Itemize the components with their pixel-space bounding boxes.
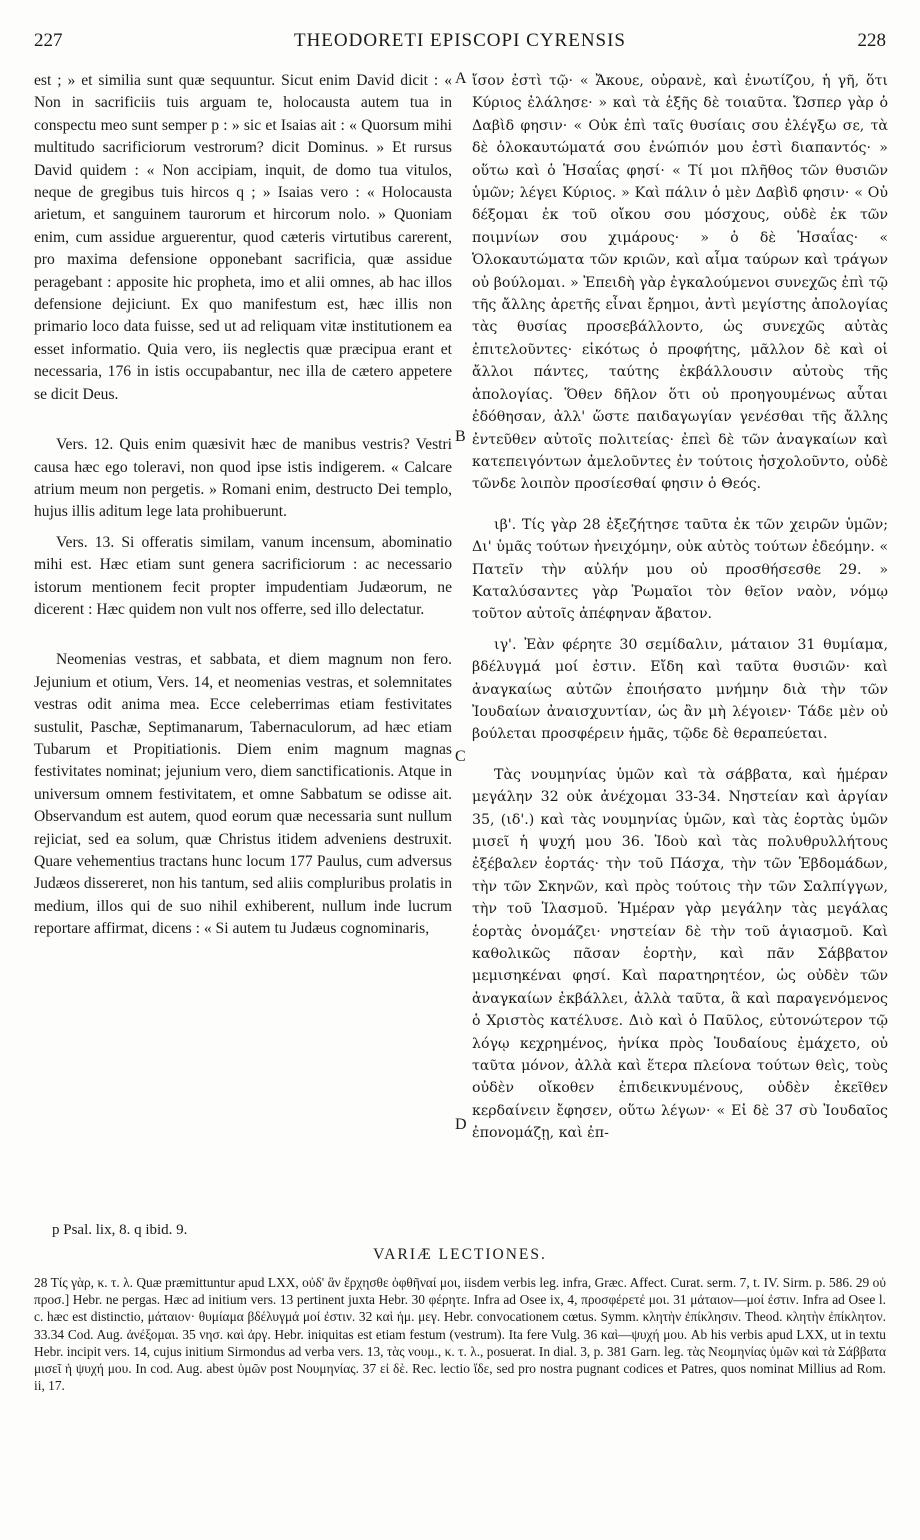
margin-letter-d: D (455, 1116, 467, 1133)
page-header (34, 22, 886, 52)
margin-letter-c: C (455, 748, 466, 765)
latin-paragraph: Neomenias vestras, et sabbata, et diem magnum non fero. Jejunium et otium, Vers. 14, et neomenias vestras, et solemnitates vestras odit anima mea. Ecce celeberrimas etiam festivitates sustulit, Paschæ, Septimanarum, Tabernaculorum, ad hæc etiam Tubarum et Propitiationis. Diem enim magnum magnas festivitates nominat; jejunium vero, diem sanctificationis. Atque in universum omnem festivitatem, et omne Sabbatum se odisse ait. Observandum est autem, quod eorum quæ necessaria sunt nullum rejiciat, sed ea solum, quæ Christus itidem adveniens destruxit. Quare vehementius tractans hunc locum 177 Paulus, cum adversus Judæos dissereret, non his tantum, sed aliis compluribus prolatis in medium, illos qui de suo nihil exhiberent, nullum inde lucrum reportare affirmat, dicens : « Si autem tu Judæus cognominaris, (34, 651, 452, 938)
greek-paragraph: ιβ'. Τίς γὰρ 28 ἐξεζήτησε ταῦτα ἐκ τῶν χειρῶν ὑμῶν; Δι' ὑμᾶς τούτων ἠνειχόμην, οὐκ αὐτὸς τούτων ἐδεόμην. « Πατεῖν τὴν αὐλήν μου οὐ προσθήσεσθε 29. » Καταλύσαντες γὰρ Ῥωμαῖοι τὸν θεῖον ναὸν, νόμῳ τοῦτον αὐτοῖς ἀπέφηναν ἄβατον. (472, 516, 888, 623)
margin-letter-b: B (455, 428, 466, 445)
greek-paragraph: ἴσον ἐστὶ τῷ· « Ἄκουε, οὐρανὲ, καὶ ἐνωτίζου, ἡ γῆ, ὅτι Κύριος ἐλάλησε· » καὶ τὰ ἑξῆς δὲ τοιαῦτα. Ὥσπερ γὰρ ὁ Δαβὶδ φησιν· « Οὐκ ἐπὶ ταῖς θυσίαις σου ἐλέγξω σε, τὰ δὲ ὁλοκαυτώματά σου ἐνώπιόν μου ἐστὶ διαπαντός· » οὕτω καὶ ὁ Ἡσαΐας φησί· « Τί μοι πλῆθος τῶν θυσιῶν ὑμῶν; λέγει Κύριος. » Καὶ πάλιν ὁ μὲν Δαβὶδ φησιν· « Οὐ δέξομαι ἐκ τοῦ οἴκου σου μόσχους, οὐδὲ ἐκ τῶν ποιμνίων σου χιμάρους· » ὁ δὲ Ἡσαΐας· « Ὁλοκαυτώματα τῶν κριῶν, καὶ αἷμα ταύρων καὶ τράγων οὐ βούλομαι. » Ἐπειδὴ γὰρ ἐγκαλούμενοι συνεχῶς ἐπὶ τῷ τῆς ἄλλης ἀρετῆς εἶναι ἔρημοι, ἀντὶ μεγίστης ἀπολογίας τὰς θυσίας προσεβάλλοντο, ὡς συνεχῶς αὐτὰς ἐπιτελοῦντες· εἰκότως ὁ προφήτης, μᾶλλον δὲ καὶ οἱ ἄλλοι πάντες, ταύτης ἐκβάλλουσιν αὐτοὺς τῆς ἀπολογίας. Ὅθεν δῆλον ὅτι οὐ προηγουμένως αὗται ἐδόθησαν, ἀλλ' ὥστε παιδαγωγίαν γενέσθαι τῆς ἄλλης ἐντεῦθεν αὐτοῖς πολιτείας· ἐπεὶ δὲ τῶν ἀναγκαίων καὶ κατεπειγόντων ἀμελοῦντες ἐν τούτοις ἠσχολοῦντο, οὐδὲ τῶνδε λοιπὸν προσίεσθαί φησιν ὁ Θεός. (472, 73, 888, 493)
variae-lectiones-title: VARIÆ LECTIONES. (373, 1246, 547, 1263)
footnote: p Psal. lix, 8. q ibid. 9. (52, 1222, 188, 1238)
greek-paragraph: ιγ'. Ἐὰν φέρητε 30 σεμίδαλιν, μάταιον 31 θυμίαμα, βδέλυγμά μοί ἐστιν. Εἴδη καὶ ταῦτα θυσιῶν· καὶ ἀναγκαίως αὐτῶν ἐποιήσατο μνήμην διὰ τὴν τῶν Ἰουδαίων ἀναισχυντίαν, ὡς ἂν μὴ λέγοιεν· Τάδε μὲν οὐ βούλεται προσφέρειν ἡμᾶς, τῷδε δὲ θεραπεύεται. (472, 636, 888, 743)
running-title: THEODORETI EPISCOPI CYRENSIS (293, 30, 627, 51)
variae-lectiones-text: 28 Τίς γὰρ, κ. τ. λ. Quæ præmittuntur apud LXX, οὐδ' ἂν ἔρχησθε ὀφθῆναί μοι, iisdem verbis leg. infra, Græc. Affect. Curat. serm. 7, t. IV. Sirm. p. 586. 29 οὐ προσ.] Hebr. ne pergas. Hæc ad initium vers. 13 pertinent juxta Hebr. 30 φέρητε. Infra ad Osee ix, 4, προσφέρετέ μοι. 31 μάταιον—μοί ἐστιν. Infra ad Osee l. c. hæc est distinctio, μάταιον· θυμίαμα βδέλυγμά μοί ἐστιν. 32 καὶ ἡμ. μεγ. Hebr. convocationem cœtus. Symm. κλητὴν ἐπίκλησιν. Theod. κλητὴν ἐπίκλητον. 33.34 Cod. Aug. ἀνέξομαι. 35 νησ. καὶ ἀργ. Hebr. iniquitas est etiam festum (vestrum). Ita fere Vulg. 36 καὶ—ψυχή μου. Ab his verbis apud LXX, ut in textu Hebr. incipit vers. 14, cujus initium Sirmondus ad verba vers. 13, τὰς νουμ., κ. τ. λ., posuerat. In dial. 3, p. 381 Garn. leg. τὰς Νεομηνίας ὑμῶν καὶ τὰ Σάββατα μισεῖ ἡ ψυχή μου. In cod. Aug. abest ὑμῶν post Νουμηνίας. 37 εἰ δὲ. Rec. lectio ἴδε, sed pro nostra pugnant codices et Patres, quos nominat Millius ad Rom. ii, 17. (34, 1275, 886, 1394)
greek-paragraph: Τὰς νουμηνίας ὑμῶν καὶ τὰ σάββατα, καὶ ἡμέραν μεγάλην 32 οὐκ ἀνέχομαι 33-34. Νηστείαν καὶ ἀργίαν 35, (ιδ'.) καὶ τὰς νουμηνίας ὑμῶν, καὶ τὰς ἑορτὰς ὑμῶν μισεῖ ἡ ψυχή μου 36. Ἰδοὺ καὶ τὰς πολυθρυλλήτους ἐξέβαλεν ἑορτάς· τὴν τοῦ Πάσχα, τὴν τῶν Ἑβδομάδων, τὴν τῶν Σκηνῶν, καὶ πρὸς τούτοις τὴν τῶν Σαλπίγγων, τὴν τοῦ Ἱλασμοῦ. Ἡμέραν γὰρ μεγάλην τὰς μεγάλας ἑορτὰς ὀνομάζει· νηστείαν δὲ τὴν τοῦ ἁγιασμοῦ. Καὶ καθολικῶς πᾶσαν ἑορτὴν, καὶ πᾶν Σάββατον μεμισηκέναι φησί. Καὶ παρατηρητέον, ὡς οὐδὲν τῶν ἀναγκαίων ἐκβάλλει, ἀλλὰ ταῦτα, ἃ καὶ παραγενόμενος ὁ Χριστὸς κατέλυσε. Διὸ καὶ ὁ Παῦλος, εὐτονώτερον τῷ λόγῳ κεχρημένος, ἡνίκα πρὸς Ἰουδαίους ἐμάχετο, οὐ ταῦτα μόνον, ἀλλὰ καὶ ἕτερα πλείονα τούτων θεὶς, τοὺς οὐδὲν οἴκοθεν ἐπιδεικνυμένους, οὐδὲν ἐκεῖθεν κερδαίνειν ἔφησεν, οὕτω λέγων· « Εἰ δὲ 37 σὺ Ἰουδαῖος ἐπονομάζῃ, καὶ ἐπ- (472, 766, 888, 1142)
latin-paragraph: est ; » et similia sunt quæ sequuntur. Sicut enim David dicit : « Non in sacrificiis tuis arguam te, holocausta autem tua in conspectu meo sunt semper p : » sic et Isaias ait : « Quorsum mihi multitudo sacrificiorum vestrorum? dicit Dominus. » Et rursus David quidem : « Non accipiam, inquit, de domo tua vitulos, neque de gregibus tuis hircos q ; » Isaias vero : « Holocausta arietum, et sanguinem taurorum et hircorum nolo. » Quoniam enim, cum assidue arguerentur, quod cæteris virtutibus carerent, pro maxima defensione opponebant sacrificia, quæ assidue peragebant : apposite hic propheta, imo et alii omnes, ab hac illos defensione dejiciunt. Ex quo manifestum est, hæc illis non primario loco data fuisse, sed ut ad reliquam vitæ institutionem ea esset informatio. Quia vero, iis neglectis quæ præcipua erant et necessaria, 176 in istis occupabantur, nec illa de cætero appetere se dicit Deus. (34, 72, 452, 403)
page-number-right: 228 (857, 30, 886, 51)
variae-lectiones (34, 1274, 886, 1394)
latin-column (34, 70, 452, 941)
greek-column (472, 70, 888, 1145)
margin-letter-a: A (455, 70, 467, 87)
latin-paragraph: Vers. 13. Si offeratis similam, vanum incensum, abominatio mihi est. Hæc etiam sunt genera sacrificiorum : ac necessario istorum mentionem fecit propter impudentiam Judæorum, ne dicerent : Hæc quidem non vult nos offerre, sed illo delectatur. (34, 533, 452, 618)
page-number-left: 227 (34, 30, 63, 51)
latin-paragraph: Vers. 12. Quis enim quæsivit hæc de manibus vestris? Vestri causa hæc ego toleravi, non quod ipse istis indigerem. « Calcare atrium meum non pergetis. » Romani enim, destructo Dei templo, hujus illis aditum lege lata prohibuerunt. (34, 436, 452, 521)
